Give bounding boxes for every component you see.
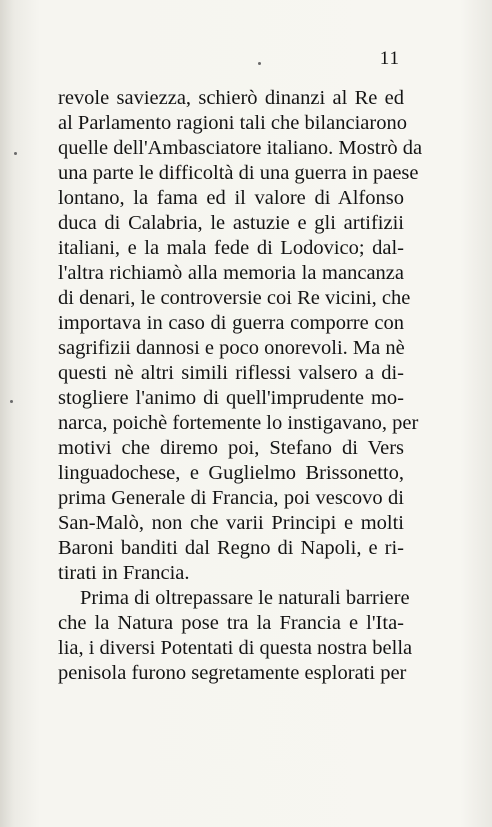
text-line: San-Malò, non che varii Principi e molti bbox=[58, 512, 404, 534]
ink-speck bbox=[258, 62, 261, 65]
ink-speck bbox=[10, 400, 13, 403]
text-line: penisola furono segretamente esplorati per bbox=[58, 662, 407, 684]
text-line: motivi che diremo poi, Stefano di Vers bbox=[58, 437, 404, 459]
text-line: Prima di oltrepassare le naturali barriere bbox=[80, 587, 410, 609]
text-line: duca di Calabria, le astuzie e gli artifizii bbox=[58, 212, 404, 234]
text-line: sagrifizii dannosi e poco onorevoli. Ma nè bbox=[58, 337, 405, 359]
text-line: di denari, le controversie coi Re vicini, che bbox=[58, 287, 411, 309]
text-line: revole saviezza, schierò dinanzi al Re ed bbox=[58, 87, 404, 109]
text-line: una parte le difficoltà di una guerra in paese bbox=[58, 162, 419, 184]
text-line: linguadochese, e Guglielmo Brissonetto, bbox=[58, 462, 404, 484]
text-line: quelle dell'Ambasciatore italiano. Mostrò da bbox=[58, 137, 423, 159]
text-line: questi nè altri simili riflessi valsero a di- bbox=[58, 362, 404, 384]
text-line: al Parlamento ragioni tali che bilanciarono bbox=[58, 112, 407, 134]
text-line: tirati in Francia. bbox=[58, 562, 190, 584]
text-line: l'altra richiamò alla memoria la mancanza bbox=[58, 262, 404, 284]
page-number: 11 bbox=[379, 48, 400, 69]
text-line: stogliere l'animo di quell'imprudente mo- bbox=[58, 387, 404, 409]
text-line: lontano, la fama ed il valore di Alfonso bbox=[58, 187, 404, 209]
text-line: narca, poichè fortemente lo instigavano, per bbox=[58, 412, 419, 434]
ink-speck bbox=[14, 152, 17, 155]
text-line: lia, i diversi Potentati di questa nostra bella bbox=[58, 637, 413, 659]
text-line: prima Generale di Francia, poi vescovo di bbox=[58, 487, 404, 509]
text-line: italiani, e la mala fede di Lodovico; dal- bbox=[58, 237, 404, 259]
text-line: Baroni banditi dal Regno di Napoli, e ri- bbox=[58, 537, 404, 559]
text-line: che la Natura pose tra la Francia e l'Ita- bbox=[58, 612, 404, 634]
text-line: importava in caso di guerra comporre con bbox=[58, 312, 404, 334]
